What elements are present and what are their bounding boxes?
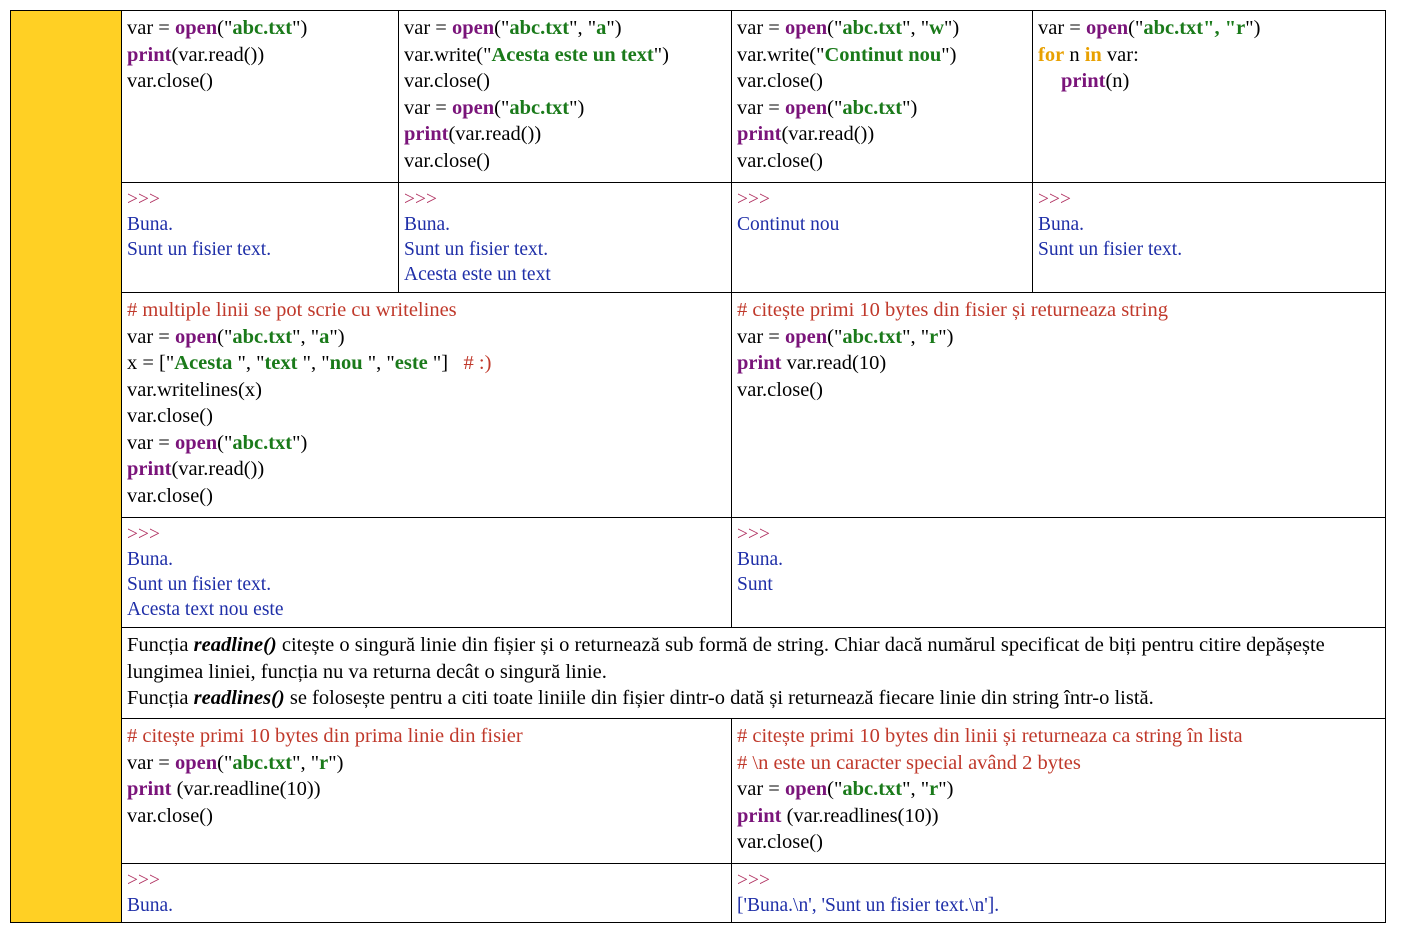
console-prompt: >>>	[737, 524, 770, 545]
output-row-1	[11, 183, 1386, 293]
code-line: var.write("Continut nou")	[737, 43, 957, 66]
code-line: var.close()	[404, 70, 490, 92]
code-line: var.write("Acesta este un text")	[404, 43, 669, 66]
code-comment: # citește primi 10 bytes din linii și returneaza ca string în lista	[737, 725, 1243, 747]
code-cell-read	[122, 11, 399, 183]
code-line: var = open("abc.txt", "a")	[404, 17, 622, 39]
output-line: Sunt un fisier text.	[404, 239, 549, 260]
code-line: print(var.read())	[737, 123, 875, 145]
output-line: Buna.	[1038, 214, 1085, 235]
code-line: var = open("abc.txt", "r")	[1038, 17, 1261, 39]
code-line: print(var.read())	[127, 43, 265, 66]
code-line: print(var.read())	[127, 458, 265, 480]
code-cell-readline	[122, 719, 732, 864]
code-line: var = open("abc.txt", "w")	[737, 17, 960, 39]
code-line: print (var.readline(10))	[127, 778, 321, 800]
output-line: Sunt un fisier text.	[1038, 239, 1183, 260]
code-line: var.close()	[127, 70, 213, 92]
output-line: Buna.	[127, 895, 174, 916]
code-comment: # multiple linii se pot scrie cu writelines	[127, 299, 457, 321]
code-line: var.close()	[737, 70, 823, 92]
output-cell	[122, 183, 399, 293]
output-line: Buna.	[127, 214, 174, 235]
code-line: var = open("abc.txt")	[127, 431, 308, 454]
output-row-3	[11, 864, 1386, 923]
output-cell	[1033, 183, 1386, 293]
output-cell	[732, 183, 1033, 293]
output-line: Buna.	[127, 549, 174, 570]
output-line: Sunt un fisier text.	[127, 574, 272, 595]
code-line: var.close()	[737, 378, 823, 401]
output-cell	[732, 864, 1386, 923]
console-prompt: >>>	[127, 870, 160, 891]
output-cell	[732, 518, 1386, 628]
output-cell	[122, 864, 732, 923]
code-line: var.close()	[127, 405, 213, 427]
code-cell-iterate	[1033, 11, 1386, 183]
code-line: var.writelines(x)	[127, 378, 262, 401]
explanation-cell	[122, 628, 1386, 719]
code-line: var.close()	[127, 484, 213, 507]
code-line: var = open("abc.txt")	[737, 96, 918, 119]
code-cell-append	[399, 11, 732, 183]
code-row-1	[11, 11, 1386, 183]
output-line: ['Buna.\n', 'Sunt un fisier text.\n'].	[737, 895, 1000, 916]
code-cell-writelines	[122, 293, 732, 518]
code-cell-write	[732, 11, 1033, 183]
code-line: var = open("abc.txt")	[127, 17, 308, 39]
console-prompt: >>>	[737, 189, 770, 210]
code-line: print (var.readlines(10))	[737, 804, 939, 827]
output-line: Acesta este un text	[404, 264, 551, 285]
output-line: Acesta text nou este	[127, 599, 284, 620]
accent-sidebar	[11, 11, 122, 923]
output-cell	[399, 183, 732, 293]
output-line: Continut nou	[737, 214, 840, 235]
code-row-2	[11, 293, 1386, 518]
output-line: Sunt un fisier text.	[127, 239, 272, 260]
output-line: Sunt	[737, 574, 773, 595]
code-examples-table	[10, 10, 1386, 923]
code-line: var.close()	[127, 804, 213, 827]
console-prompt: >>>	[1038, 189, 1071, 210]
code-line: var = open("abc.txt", "r")	[737, 778, 954, 800]
code-line: print var.read(10)	[737, 352, 887, 374]
console-prompt: >>>	[127, 189, 160, 210]
console-prompt: >>>	[404, 189, 437, 210]
explanation-paragraph: Funcția readlines() se folosește pentru a citi toate liniile din fișier dintr-o dată și returnează fiecare linie din string într-o listă.	[127, 687, 1154, 709]
code-line: var.close()	[737, 831, 823, 853]
code-line: var.close()	[404, 149, 490, 172]
code-line: for n in var:	[1038, 43, 1139, 66]
code-line: var = open("abc.txt", "r")	[737, 325, 954, 348]
code-line: print(n)	[1061, 70, 1130, 92]
code-line: var = open("abc.txt", "a")	[127, 325, 345, 348]
code-line: x = ["Acesta ", "text ", "nou ", "este "] # :)	[127, 352, 492, 374]
output-line: Buna.	[737, 549, 784, 570]
code-cell-read-bytes	[732, 293, 1386, 518]
explanation-paragraph: Funcția readline() citește o singură linie din fișier și o returnează sub formă de string. Chiar dacă numărul specificat de biți pentru citire depășește lungimea liniei, funcția nu va returna decât o singură linie.	[127, 634, 1325, 683]
code-comment: # \n este un caracter special având 2 bytes	[737, 751, 1081, 774]
output-cell	[122, 518, 732, 628]
code-line: print(var.read())	[404, 123, 542, 145]
code-line: var.close()	[737, 149, 823, 172]
code-row-3	[11, 719, 1386, 864]
code-line: var = open("abc.txt")	[404, 96, 585, 119]
explanation-row	[11, 628, 1386, 719]
console-prompt: >>>	[737, 870, 770, 891]
console-prompt: >>>	[127, 524, 160, 545]
code-comment: # citește primi 10 bytes din fisier și returneaza string	[737, 299, 1168, 321]
code-comment: # citește primi 10 bytes din prima linie din fisier	[127, 725, 523, 747]
output-line: Buna.	[404, 214, 451, 235]
code-cell-readlines	[732, 719, 1386, 864]
code-line: var = open("abc.txt", "r")	[127, 751, 344, 774]
output-row-2	[11, 518, 1386, 628]
